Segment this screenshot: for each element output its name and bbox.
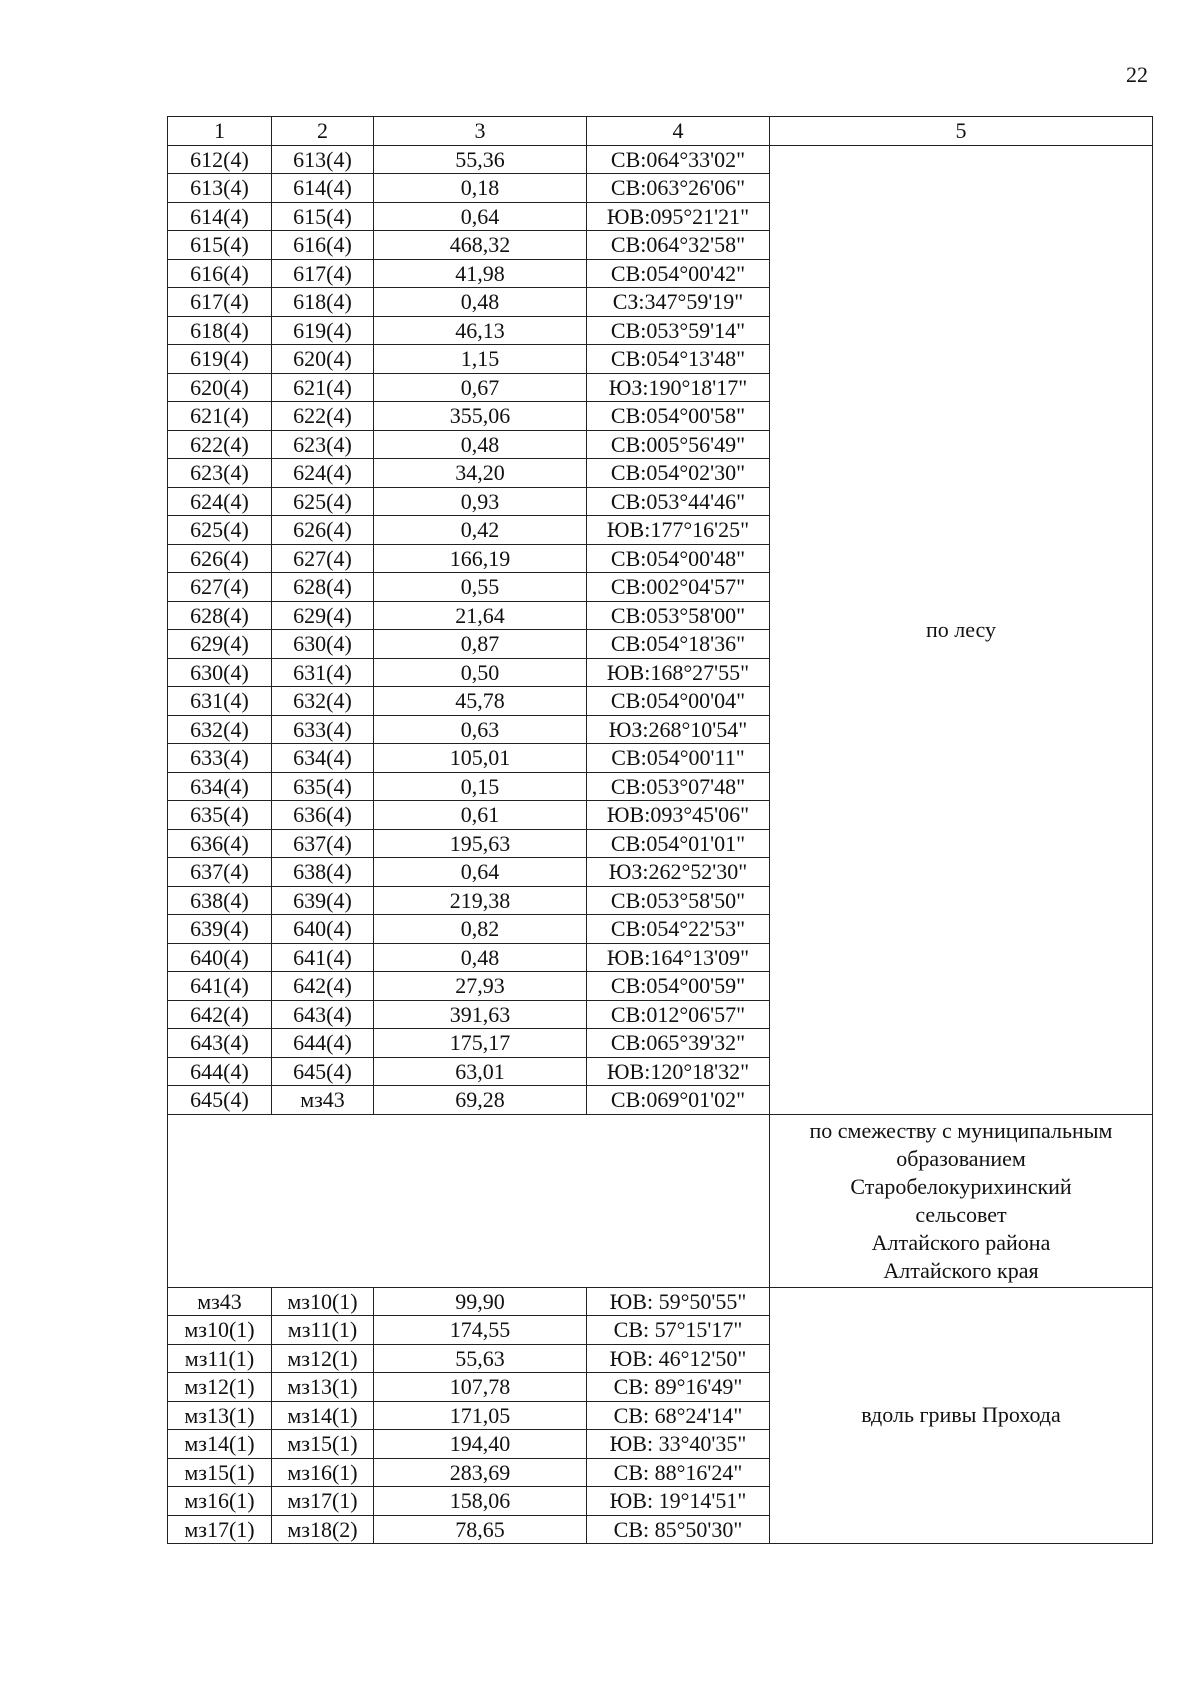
- distance-cell: 78,65: [374, 1515, 587, 1544]
- bearing-cell: СВ:012°06'57": [587, 1000, 770, 1029]
- bearing-cell: СВ: 57°15'17": [587, 1316, 770, 1345]
- distance-cell: 21,64: [374, 601, 587, 630]
- distance-cell: 46,13: [374, 316, 587, 345]
- distance-cell: 0,50: [374, 658, 587, 687]
- distance-cell: 391,63: [374, 1000, 587, 1029]
- distance-cell: 194,40: [374, 1430, 587, 1459]
- to-point-cell: мз16(1): [272, 1458, 374, 1487]
- adjacency-line: Алтайского района: [871, 1229, 1051, 1255]
- table-row: [168, 145, 1153, 174]
- header-row: [168, 117, 1153, 146]
- distance-cell: 34,20: [374, 459, 587, 488]
- distance-cell: 0,87: [374, 630, 587, 659]
- to-point-cell: мз15(1): [272, 1430, 374, 1459]
- bearing-cell: СВ:064°33'02": [587, 145, 770, 174]
- column-header: 2: [272, 117, 374, 146]
- to-point-cell: 644(4): [272, 1029, 374, 1058]
- distance-cell: 158,06: [374, 1487, 587, 1516]
- distance-cell: 0,61: [374, 801, 587, 830]
- bearing-cell: СВ:054°00'59": [587, 972, 770, 1001]
- bearing-cell: СВ:053°58'00": [587, 601, 770, 630]
- to-point-cell: мз12(1): [272, 1344, 374, 1373]
- from-point-cell: 618(4): [168, 316, 272, 345]
- from-point-cell: 623(4): [168, 459, 272, 488]
- from-point-cell: 620(4): [168, 373, 272, 402]
- to-point-cell: 632(4): [272, 687, 374, 716]
- from-point-cell: 642(4): [168, 1000, 272, 1029]
- from-point-cell: 644(4): [168, 1057, 272, 1086]
- from-point-cell: 636(4): [168, 829, 272, 858]
- bearing-cell: СВ:054°22'53": [587, 915, 770, 944]
- from-point-cell: 617(4): [168, 288, 272, 317]
- to-point-cell: 645(4): [272, 1057, 374, 1086]
- to-point-cell: мз10(1): [272, 1287, 374, 1316]
- to-point-cell: 635(4): [272, 772, 374, 801]
- distance-cell: 175,17: [374, 1029, 587, 1058]
- distance-cell: 107,78: [374, 1373, 587, 1402]
- segment-description: по лесу: [770, 145, 1153, 1114]
- bearing-cell: СВ:054°00'58": [587, 402, 770, 431]
- bearing-cell: СВ: 88°16'24": [587, 1458, 770, 1487]
- to-point-cell: 625(4): [272, 487, 374, 516]
- distance-cell: 195,63: [374, 829, 587, 858]
- from-point-cell: 613(4): [168, 174, 272, 203]
- bearing-cell: ЮВ: 19°14'51": [587, 1487, 770, 1516]
- column-header: 4: [587, 117, 770, 146]
- distance-cell: 0,63: [374, 715, 587, 744]
- adjacency-line: сельсовет: [915, 1201, 1007, 1227]
- bearing-cell: СВ:053°59'14": [587, 316, 770, 345]
- bearing-cell: СВ:065°39'32": [587, 1029, 770, 1058]
- bearing-cell: СВ:054°13'48": [587, 345, 770, 374]
- distance-cell: 0,67: [374, 373, 587, 402]
- distance-cell: 0,82: [374, 915, 587, 944]
- bearing-cell: ЮВ: 33°40'35": [587, 1430, 770, 1459]
- distance-cell: 55,63: [374, 1344, 587, 1373]
- from-point-cell: мз17(1): [168, 1515, 272, 1544]
- adjacency-line: Старобелокурихинский: [850, 1173, 1072, 1199]
- distance-cell: 63,01: [374, 1057, 587, 1086]
- bearing-cell: ЮЗ:190°18'17": [587, 373, 770, 402]
- distance-cell: 45,78: [374, 687, 587, 716]
- distance-cell: 0,15: [374, 772, 587, 801]
- to-point-cell: мз17(1): [272, 1487, 374, 1516]
- to-point-cell: 639(4): [272, 886, 374, 915]
- bearing-cell: ЮВ:164°13'09": [587, 943, 770, 972]
- from-point-cell: 634(4): [168, 772, 272, 801]
- adjacency-line: по смежеству с муниципальным: [809, 1117, 1113, 1143]
- bearing-cell: СВ:054°00'42": [587, 259, 770, 288]
- to-point-cell: мз11(1): [272, 1316, 374, 1345]
- to-point-cell: мз13(1): [272, 1373, 374, 1402]
- distance-cell: 0,48: [374, 430, 587, 459]
- distance-cell: 69,28: [374, 1086, 587, 1115]
- bearing-cell: ЮЗ:262°52'30": [587, 858, 770, 887]
- from-point-cell: 643(4): [168, 1029, 272, 1058]
- to-point-cell: 616(4): [272, 231, 374, 260]
- bearing-cell: СВ: 85°50'30": [587, 1515, 770, 1544]
- bearing-cell: СВ:054°00'48": [587, 544, 770, 573]
- to-point-cell: 618(4): [272, 288, 374, 317]
- from-point-cell: 632(4): [168, 715, 272, 744]
- to-point-cell: мз43: [272, 1086, 374, 1115]
- bearing-cell: ЮВ: 46°12'50": [587, 1344, 770, 1373]
- adjacency-row: [168, 1114, 1153, 1287]
- from-point-cell: мз16(1): [168, 1487, 272, 1516]
- bearing-cell: СВ:053°07'48": [587, 772, 770, 801]
- to-point-cell: 633(4): [272, 715, 374, 744]
- to-point-cell: 615(4): [272, 202, 374, 231]
- distance-cell: 283,69: [374, 1458, 587, 1487]
- from-point-cell: 614(4): [168, 202, 272, 231]
- distance-cell: 174,55: [374, 1316, 587, 1345]
- to-point-cell: 630(4): [272, 630, 374, 659]
- adjacency-line: Алтайского края: [883, 1257, 1039, 1283]
- bearing-cell: СВ:063°26'06": [587, 174, 770, 203]
- from-point-cell: 629(4): [168, 630, 272, 659]
- to-point-cell: 629(4): [272, 601, 374, 630]
- to-point-cell: 628(4): [272, 573, 374, 602]
- bearing-cell: СВ:005°56'49": [587, 430, 770, 459]
- to-point-cell: 622(4): [272, 402, 374, 431]
- from-point-cell: 638(4): [168, 886, 272, 915]
- segment-description: вдоль гривы Прохода: [770, 1287, 1153, 1544]
- bearing-cell: СВ: 68°24'14": [587, 1401, 770, 1430]
- bearing-cell: ЮВ:168°27'55": [587, 658, 770, 687]
- adjacency-description: [770, 1114, 1153, 1287]
- distance-cell: 0,93: [374, 487, 587, 516]
- from-point-cell: 612(4): [168, 145, 272, 174]
- to-point-cell: 624(4): [272, 459, 374, 488]
- to-point-cell: 637(4): [272, 829, 374, 858]
- distance-cell: 171,05: [374, 1401, 587, 1430]
- to-point-cell: 640(4): [272, 915, 374, 944]
- from-point-cell: 615(4): [168, 231, 272, 260]
- bearing-cell: СВ:054°00'11": [587, 744, 770, 773]
- distance-cell: 0,64: [374, 202, 587, 231]
- from-point-cell: 616(4): [168, 259, 272, 288]
- to-point-cell: 617(4): [272, 259, 374, 288]
- from-point-cell: мз14(1): [168, 1430, 272, 1459]
- distance-cell: 99,90: [374, 1287, 587, 1316]
- to-point-cell: 634(4): [272, 744, 374, 773]
- from-point-cell: 630(4): [168, 658, 272, 687]
- empty-merged-cell: [168, 1114, 770, 1287]
- to-point-cell: 621(4): [272, 373, 374, 402]
- bearing-cell: ЮВ: 59°50'55": [587, 1287, 770, 1316]
- to-point-cell: 641(4): [272, 943, 374, 972]
- from-point-cell: мз13(1): [168, 1401, 272, 1430]
- from-point-cell: 622(4): [168, 430, 272, 459]
- bearing-cell: СЗ:347°59'19": [587, 288, 770, 317]
- distance-cell: 105,01: [374, 744, 587, 773]
- from-point-cell: 627(4): [168, 573, 272, 602]
- distance-cell: 355,06: [374, 402, 587, 431]
- to-point-cell: 638(4): [272, 858, 374, 887]
- from-point-cell: 624(4): [168, 487, 272, 516]
- to-point-cell: мз18(2): [272, 1515, 374, 1544]
- from-point-cell: 639(4): [168, 915, 272, 944]
- to-point-cell: 613(4): [272, 145, 374, 174]
- to-point-cell: 642(4): [272, 972, 374, 1001]
- to-point-cell: 643(4): [272, 1000, 374, 1029]
- distance-cell: 468,32: [374, 231, 587, 260]
- distance-cell: 0,64: [374, 858, 587, 887]
- to-point-cell: 627(4): [272, 544, 374, 573]
- bearing-cell: СВ:053°58'50": [587, 886, 770, 915]
- from-point-cell: 641(4): [168, 972, 272, 1001]
- distance-cell: 27,93: [374, 972, 587, 1001]
- from-point-cell: 635(4): [168, 801, 272, 830]
- page-number: 22: [1126, 62, 1148, 87]
- bearing-cell: СВ:054°00'04": [587, 687, 770, 716]
- from-point-cell: 625(4): [168, 516, 272, 545]
- to-point-cell: 619(4): [272, 316, 374, 345]
- from-point-cell: 633(4): [168, 744, 272, 773]
- distance-cell: 0,55: [374, 573, 587, 602]
- from-point-cell: мз10(1): [168, 1316, 272, 1345]
- from-point-cell: мз12(1): [168, 1373, 272, 1402]
- from-point-cell: мз11(1): [168, 1344, 272, 1373]
- from-point-cell: 628(4): [168, 601, 272, 630]
- bearing-cell: ЮВ:095°21'21": [587, 202, 770, 231]
- distance-cell: 0,42: [374, 516, 587, 545]
- adjacency-line: образованием: [896, 1145, 1026, 1171]
- bearing-cell: СВ:002°04'57": [587, 573, 770, 602]
- from-point-cell: мз15(1): [168, 1458, 272, 1487]
- distance-cell: 1,15: [374, 345, 587, 374]
- to-point-cell: 626(4): [272, 516, 374, 545]
- bearing-cell: СВ:054°01'01": [587, 829, 770, 858]
- column-header: 3: [374, 117, 587, 146]
- table-row: [168, 1287, 1153, 1316]
- to-point-cell: 620(4): [272, 345, 374, 374]
- column-header: 1: [168, 117, 272, 146]
- bearing-cell: СВ:069°01'02": [587, 1086, 770, 1115]
- from-point-cell: 619(4): [168, 345, 272, 374]
- bearing-cell: ЮВ:120°18'32": [587, 1057, 770, 1086]
- to-point-cell: 631(4): [272, 658, 374, 687]
- distance-cell: 166,19: [374, 544, 587, 573]
- table-body: [168, 117, 1153, 1544]
- bearing-cell: ЮЗ:268°10'54": [587, 715, 770, 744]
- bearing-cell: СВ:064°32'58": [587, 231, 770, 260]
- bearing-cell: ЮВ:093°45'06": [587, 801, 770, 830]
- from-point-cell: мз43: [168, 1287, 272, 1316]
- bearing-cell: СВ: 89°16'49": [587, 1373, 770, 1402]
- from-point-cell: 640(4): [168, 943, 272, 972]
- to-point-cell: мз14(1): [272, 1401, 374, 1430]
- from-point-cell: 621(4): [168, 402, 272, 431]
- to-point-cell: 614(4): [272, 174, 374, 203]
- boundary-table: [167, 116, 1153, 1544]
- to-point-cell: 636(4): [272, 801, 374, 830]
- column-header: 5: [770, 117, 1153, 146]
- distance-cell: 0,18: [374, 174, 587, 203]
- from-point-cell: 631(4): [168, 687, 272, 716]
- distance-cell: 219,38: [374, 886, 587, 915]
- to-point-cell: 623(4): [272, 430, 374, 459]
- distance-cell: 0,48: [374, 288, 587, 317]
- from-point-cell: 645(4): [168, 1086, 272, 1115]
- bearing-cell: СВ:053°44'46": [587, 487, 770, 516]
- from-point-cell: 626(4): [168, 544, 272, 573]
- distance-cell: 0,48: [374, 943, 587, 972]
- bearing-cell: ЮВ:177°16'25": [587, 516, 770, 545]
- from-point-cell: 637(4): [168, 858, 272, 887]
- distance-cell: 41,98: [374, 259, 587, 288]
- bearing-cell: СВ:054°02'30": [587, 459, 770, 488]
- bearing-cell: СВ:054°18'36": [587, 630, 770, 659]
- distance-cell: 55,36: [374, 145, 587, 174]
